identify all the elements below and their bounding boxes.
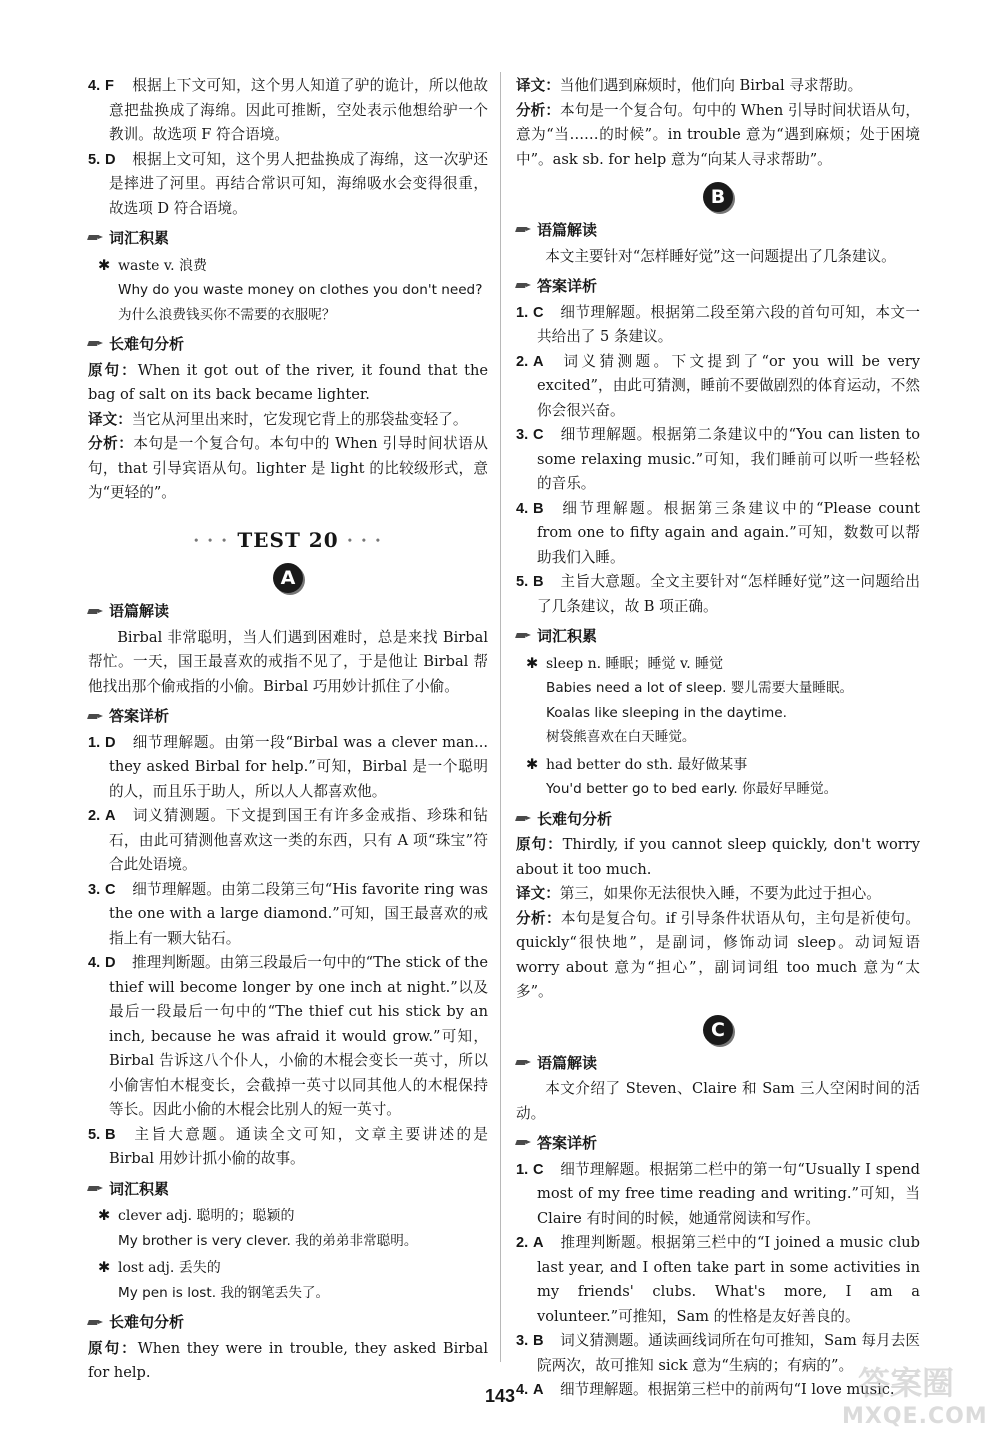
item-number: 3. bbox=[516, 427, 529, 443]
watermark-logo: 答案圈 bbox=[858, 1364, 955, 1402]
original-sentence bbox=[88, 1337, 488, 1386]
item-answer: A bbox=[533, 1382, 544, 1398]
pencil-icon bbox=[516, 1137, 530, 1149]
item-number: 3. bbox=[88, 881, 101, 898]
item-number: 4. bbox=[88, 78, 101, 94]
watermark-url: MXQE.COM bbox=[842, 1404, 988, 1429]
pencil-icon bbox=[88, 606, 102, 618]
vocab-entry bbox=[88, 1256, 488, 1305]
label: 原句： bbox=[88, 1339, 138, 1357]
item-answer: A bbox=[105, 808, 116, 825]
item-number: 3. bbox=[516, 1333, 529, 1349]
item-text: 细节理解题。根据第二栏中的第一句“Usually I spend most of my free time reading and writing.”可知，当 Claire 有时间的时候，她通常阅读和写作。 bbox=[537, 1160, 920, 1227]
item-number: 1. bbox=[88, 734, 101, 751]
section-heading bbox=[516, 624, 920, 649]
original-sentence bbox=[516, 833, 920, 882]
item-text: 细节理解题。根据第三条建议中的“Please count from one to fifty again and again.”可知，数数可以帮助我们入睡。 bbox=[537, 499, 920, 566]
item-text: 细节理解题。根据第二条建议中的“You can listen to some relaxing music.”可知，我们睡前可以听一些轻松的音乐。 bbox=[537, 426, 920, 492]
pencil-icon bbox=[88, 711, 102, 723]
item-answer: B bbox=[533, 1333, 544, 1349]
item-text: 词义猜测题。下文提到了“or you will be very excited”，由此可猜测，睡前不要做剧烈的体育运动，不然你会很兴奋。 bbox=[537, 352, 920, 419]
answer-item bbox=[516, 350, 920, 424]
vocab-example: Why do you waste money on clothes you don't need? bbox=[118, 282, 483, 298]
answer-item bbox=[88, 148, 488, 222]
section-heading bbox=[516, 807, 920, 832]
pencil-icon bbox=[516, 813, 530, 825]
item-answer: B bbox=[533, 574, 544, 590]
heading-text: 语篇解读 bbox=[537, 1053, 598, 1072]
pencil-icon bbox=[516, 280, 530, 292]
answer-item bbox=[516, 570, 920, 619]
vocab-translation: 树袋熊喜欢在白天睡觉。 bbox=[546, 729, 696, 745]
vocab-example: You'd better go to bed early. 你最好早睡觉。 bbox=[546, 781, 838, 797]
asterisk-icon: ✱ bbox=[98, 1259, 111, 1277]
text: When they were in trouble, they asked Birbal for help. bbox=[88, 1339, 488, 1382]
section-heading bbox=[88, 1177, 488, 1202]
translation bbox=[516, 74, 920, 99]
item-text: 主旨大意题。通读全文可知，文章主要讲述的是 Birbal 用妙计抓小偷的故事。 bbox=[109, 1125, 488, 1168]
heading-text: 语篇解读 bbox=[109, 602, 170, 621]
label: 原句： bbox=[88, 361, 138, 379]
passage-summary: Birbal 非常聪明，当人们遇到困难时，总是来找 Birbal 帮忙。一天，国王最喜欢的戒指不见了，于是他让 Birbal 帮他找出那个偷戒指的小偷。Birbal 巧用妙计抓住了小偷。 bbox=[88, 628, 488, 695]
item-answer: D bbox=[105, 151, 116, 168]
asterisk-icon: ✱ bbox=[98, 1207, 111, 1225]
item-text: 细节理解题。由第二段第三句“His favorite ring was the one with a large diamond.”可知，国王最喜欢的戒指上有一颗大钻石。 bbox=[109, 880, 488, 947]
item-text: 根据上下文可知，这个男人知道了驴的诡计，所以他故意把盐换成了海绵。因此可推断，空处表示他想给驴一个教训。故选项 F 符合语境。 bbox=[109, 77, 488, 143]
item-text: 根据上文可知，这个男人把盐换成了海绵，这一次驴还是摔进了河里。再结合常识可知，海绵吸水会变得很重，故选项 D 符合语境。 bbox=[109, 150, 488, 217]
vocab-word: lost adj. 丢失的 bbox=[118, 1260, 221, 1277]
heading-text: 语篇解读 bbox=[537, 221, 598, 239]
answer-item bbox=[516, 301, 920, 350]
text: Thirdly, if you cannot sleep quickly, don't worry about it too much. bbox=[516, 836, 920, 878]
item-number: 1. bbox=[516, 1161, 529, 1178]
pencil-icon bbox=[516, 630, 530, 642]
vocab-entry bbox=[516, 753, 920, 802]
original-sentence bbox=[88, 359, 488, 408]
item-answer: B bbox=[533, 500, 544, 517]
right-column bbox=[516, 74, 920, 1403]
text: 第三，如果你无法很快入睡，不要为此过于担心。 bbox=[559, 885, 881, 902]
item-answer: B bbox=[105, 1126, 116, 1143]
item-answer: C bbox=[105, 881, 116, 898]
item-number: 1. bbox=[516, 304, 529, 321]
vocab-entry bbox=[516, 652, 920, 750]
item-number: 5. bbox=[88, 151, 101, 168]
heading-text: 长难句分析 bbox=[109, 335, 185, 353]
item-number: 2. bbox=[88, 808, 101, 825]
passage-summary: 本文介绍了 Steven、Claire 和 Sam 三人空闲时间的活动。 bbox=[516, 1080, 920, 1122]
heading-text: 词汇积累 bbox=[109, 229, 170, 247]
label: 译文： bbox=[516, 885, 560, 902]
answer-item bbox=[88, 731, 488, 805]
asterisk-icon: ✱ bbox=[526, 755, 539, 773]
heading-text: 答案详析 bbox=[537, 277, 598, 295]
item-answer: A bbox=[533, 353, 544, 370]
answer-item bbox=[516, 1158, 920, 1232]
section-heading bbox=[516, 1131, 920, 1156]
section-heading bbox=[88, 599, 488, 624]
item-number: 2. bbox=[516, 353, 529, 370]
vocab-entry bbox=[88, 254, 488, 328]
item-answer: F bbox=[105, 78, 114, 94]
heading-text: 词汇积累 bbox=[109, 1179, 170, 1198]
item-answer: A bbox=[533, 1235, 544, 1251]
label: 原句： bbox=[516, 836, 563, 853]
pencil-icon bbox=[516, 224, 530, 236]
heading-text: 长难句分析 bbox=[537, 809, 613, 828]
pencil-icon bbox=[88, 338, 102, 350]
answer-item bbox=[88, 804, 488, 878]
vocab-entry bbox=[88, 1204, 488, 1253]
label: 分析： bbox=[88, 435, 134, 452]
page-number: 143 bbox=[484, 1386, 516, 1406]
item-answer: D bbox=[105, 734, 116, 751]
item-answer: C bbox=[533, 427, 544, 443]
text: 当他们遇到麻烦时，他们向 Birbal 寻求帮助。 bbox=[559, 77, 863, 94]
analysis bbox=[88, 432, 488, 506]
item-number: 2. bbox=[516, 1235, 529, 1251]
passage-marker bbox=[88, 563, 488, 593]
answer-item bbox=[516, 497, 920, 571]
item-answer: C bbox=[533, 1161, 544, 1178]
vocab-word: clever adj. 聪明的；聪颖的 bbox=[118, 1208, 295, 1225]
passage-b-badge: B bbox=[703, 182, 733, 212]
asterisk-icon: ✱ bbox=[98, 256, 111, 274]
test-title bbox=[88, 528, 488, 554]
item-number: 4. bbox=[516, 500, 529, 517]
label: 分析： bbox=[516, 101, 561, 119]
left-column bbox=[88, 74, 488, 1386]
vocab-example: Koalas like sleeping in the daytime. bbox=[546, 704, 787, 721]
item-text: 推理判断题。由第三段最后一句中的“The stick of the thief will become longer by one inch at night.”以及最后一段最后一句中的“The thief cut his stick by an inch, because he was afraid it would grow.”可知，Birbal 告诉这八个仆人，小偷的木棍会变长一英寸，所以小偷害怕木棍变长，会截掉一英寸以同其他人的木棍保持等长。因此小偷的木棍会比别人的短一英寸。 bbox=[109, 954, 488, 1119]
passage-marker bbox=[516, 1015, 920, 1045]
heading-text: 长难句分析 bbox=[109, 1313, 185, 1332]
item-number: 4. bbox=[516, 1382, 529, 1398]
item-number: 5. bbox=[516, 574, 529, 590]
item-number: 5. bbox=[88, 1126, 101, 1143]
text: 本句是一个复合句。句中的 When 引导时间状语从句，意为“当……的时候”。in trouble 意为“遇到麻烦；处于困境中”。ask sb. for help 意为“向某人寻求帮助”。 bbox=[516, 101, 920, 168]
pencil-icon bbox=[88, 1317, 102, 1329]
passage-a-badge: A bbox=[273, 563, 303, 593]
text: When it got out of the river, it found that the bag of salt on its back became lighter. bbox=[88, 361, 488, 403]
answer-item bbox=[516, 1231, 920, 1329]
analysis bbox=[516, 907, 920, 1005]
item-text: 词义猜测题。下文提到国王有许多金戒指、珍珠和钻石，由此可猜测他喜欢这一类的东西，只有 A 项“珠宝”符合此处语境。 bbox=[109, 807, 488, 874]
text: 当它从河里出来时，它发现它背上的那袋盐变轻了。 bbox=[131, 410, 468, 428]
section-heading bbox=[516, 1051, 920, 1076]
item-number: 4. bbox=[88, 955, 101, 972]
item-text: 推理判断题。根据第三栏中的“I joined a music club last year, and I often take part in some activities in my friends' clubs. What's more, I am a volunteer.”可推知，Sam 的性格是友好善良的。 bbox=[537, 1234, 920, 1325]
vocab-example: My brother is very clever. 我的弟弟非常聪明。 bbox=[118, 1232, 418, 1249]
heading-text: 答案详析 bbox=[537, 1134, 598, 1152]
section-heading bbox=[88, 226, 488, 251]
section-heading bbox=[88, 332, 488, 357]
section-heading bbox=[88, 1310, 488, 1335]
vocab-example: My pen is lost. 我的钢笔丢失了。 bbox=[118, 1284, 330, 1301]
item-text: 细节理解题。根据第三栏中的前两句“I love music. bbox=[560, 1381, 895, 1398]
translation bbox=[516, 882, 920, 907]
item-answer: C bbox=[533, 304, 544, 321]
decor-dots: • • • bbox=[346, 533, 384, 547]
answer-item bbox=[88, 74, 488, 148]
text: 本句是一个复合句。本句中的 When 引导时间状语从句，that 引导宾语从句。lighter 是 light 的比较级形式，意为“更轻的”。 bbox=[88, 435, 488, 501]
item-text: 词义猜测题。通读画线词所在句可推知，Sam 每月去医院两次，故可推知 sick 意为“生病的；有病的”。 bbox=[537, 1332, 920, 1374]
passage-marker bbox=[516, 182, 920, 212]
vocab-word: had better do sth. 最好做某事 bbox=[546, 756, 748, 773]
label: 分析： bbox=[516, 909, 561, 927]
label: 译文： bbox=[88, 410, 132, 428]
section-heading bbox=[516, 218, 920, 243]
decor-dots: • • • bbox=[192, 533, 230, 547]
translation bbox=[88, 408, 488, 433]
answer-item bbox=[88, 878, 488, 952]
section-heading bbox=[88, 704, 488, 729]
vocab-example: Babies need a lot of sleep. 婴儿需要大量睡眠。 bbox=[546, 680, 854, 696]
column-divider bbox=[500, 72, 501, 1362]
answer-item bbox=[88, 951, 488, 1123]
item-text: 细节理解题。由第一段“Birbal was a clever man... they asked Birbal for help.”可知，Birbal 是一个聪明的人，而且乐于助人，所以人人都喜欢他。 bbox=[109, 733, 488, 800]
item-text: 细节理解题。根据第二段至第六段的首句可知，本文一共给出了 5 条建议。 bbox=[537, 303, 920, 345]
heading-text: 词汇积累 bbox=[537, 627, 598, 645]
item-answer: D bbox=[105, 955, 116, 972]
text: 本句是复合句。if 引导条件状语从句，主句是祈使句。quickly“很快地”，是副词，修饰动词 sleep。动词短语 worry about 意为“担心”，副词词组 too much 意为“太多”。 bbox=[516, 909, 920, 1000]
pencil-icon bbox=[88, 1183, 102, 1195]
answer-item bbox=[516, 423, 920, 497]
analysis bbox=[516, 99, 920, 173]
pencil-icon bbox=[516, 1057, 530, 1069]
vocab-word: sleep n. 睡眠；睡觉 v. 睡觉 bbox=[546, 655, 724, 672]
item-text: 主旨大意题。全文主要针对“怎样睡好觉”这一问题给出了几条建议，故 B 项正确。 bbox=[537, 573, 920, 615]
passage-summary: 本文主要针对“怎样睡好觉”这一问题提出了几条建议。 bbox=[545, 247, 896, 265]
vocab-word: waste v. 浪费 bbox=[118, 257, 208, 274]
test-title-text: TEST 20 bbox=[237, 527, 339, 552]
heading-text: 答案详析 bbox=[109, 707, 170, 726]
pencil-icon bbox=[88, 232, 102, 244]
passage-c-badge: C bbox=[703, 1015, 733, 1045]
label: 译文： bbox=[516, 77, 560, 94]
asterisk-icon: ✱ bbox=[526, 654, 539, 672]
answer-item bbox=[88, 1123, 488, 1172]
vocab-translation: 为什么浪费钱买你不需要的衣服呢？ bbox=[118, 306, 336, 323]
section-heading bbox=[516, 274, 920, 299]
